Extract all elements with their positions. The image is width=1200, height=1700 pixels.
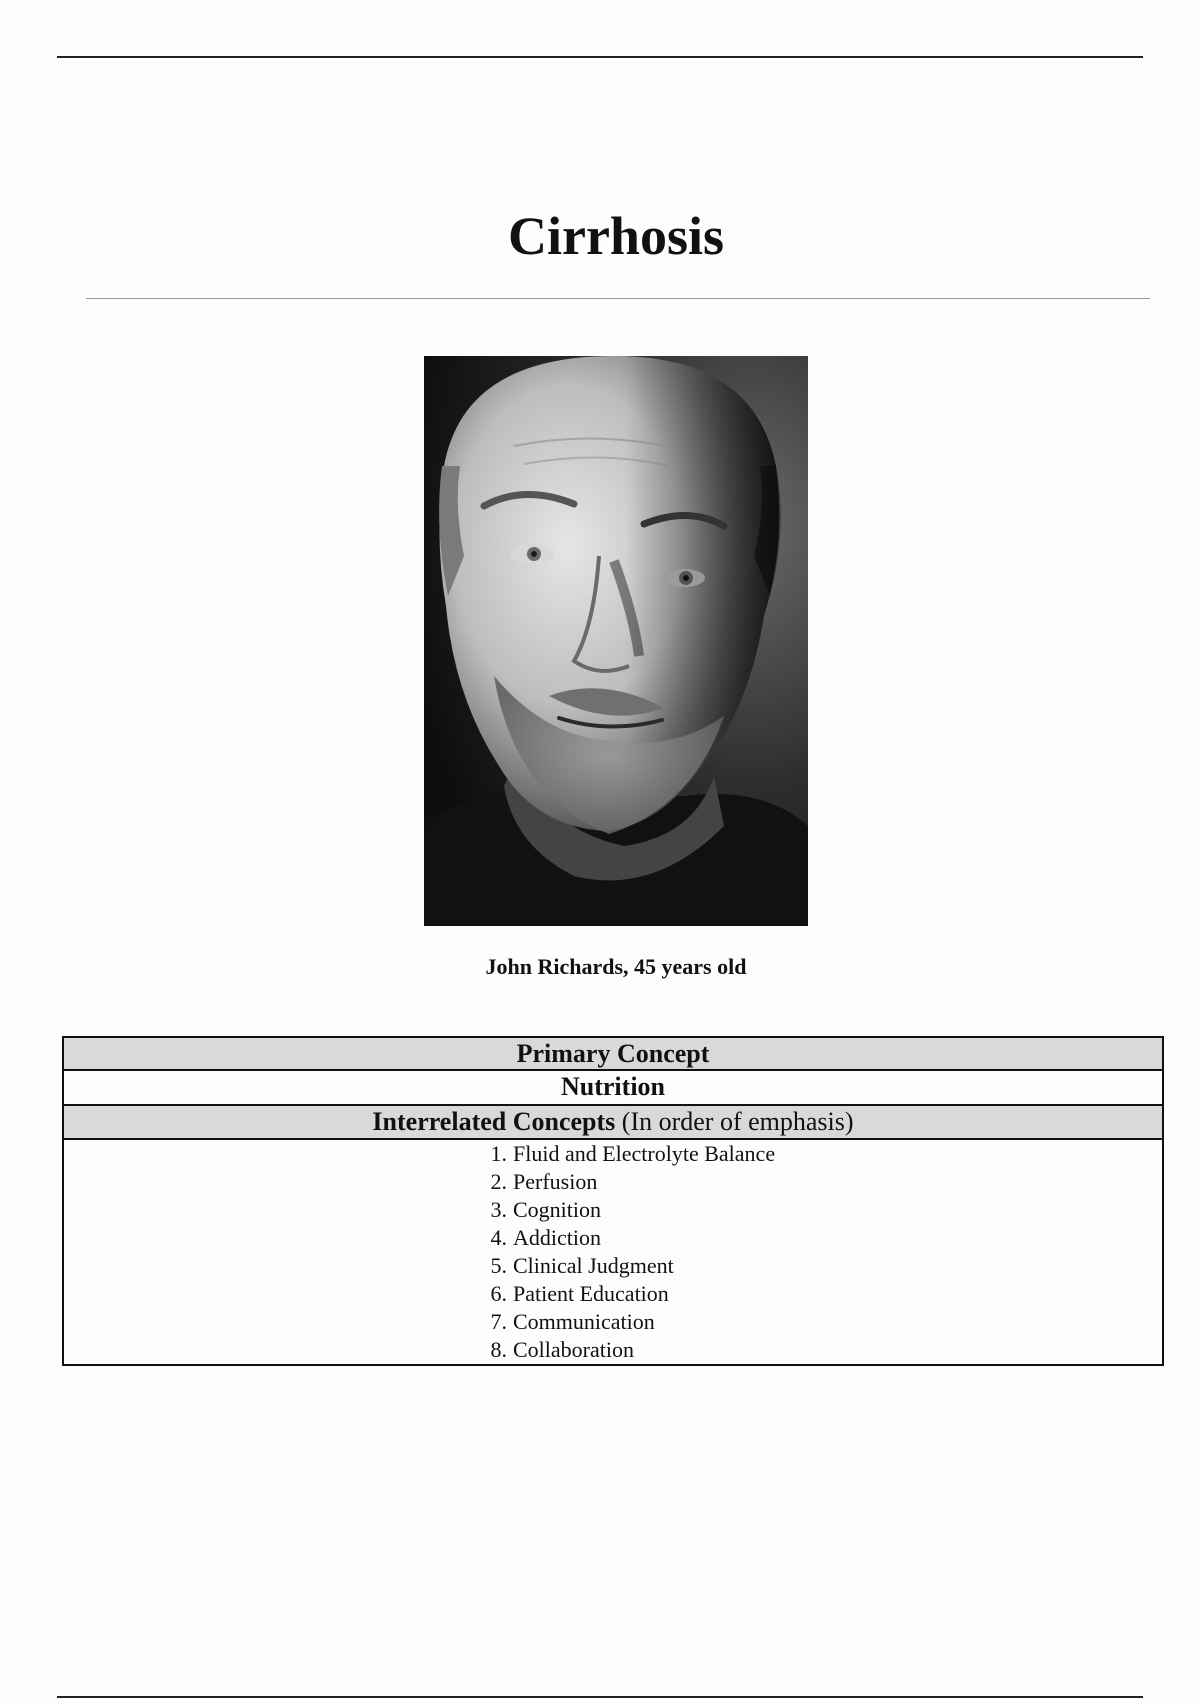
list-item-label: Perfusion (513, 1169, 598, 1194)
list-item-number: 2. (490, 1169, 507, 1194)
list-item-number: 6. (490, 1281, 507, 1306)
list-item-number: 7. (490, 1309, 507, 1334)
list-item-label: Addiction (513, 1225, 601, 1250)
list-item-number: 3. (490, 1197, 507, 1222)
interrelated-concepts-list-cell (64, 1140, 1162, 1364)
list-item-label: Clinical Judgment (513, 1253, 674, 1278)
list-item (479, 1308, 775, 1336)
interrelated-concepts-header (64, 1106, 1162, 1140)
list-item-number: 5. (490, 1253, 507, 1278)
list-item-label: Cognition (513, 1197, 602, 1222)
list-item-label: Fluid and Electrolyte Balance (513, 1141, 776, 1166)
title-divider (86, 298, 1150, 299)
list-item (479, 1224, 775, 1252)
concepts-table (62, 1036, 1164, 1366)
list-item-label: Patient Education (513, 1281, 669, 1306)
header-rule (57, 56, 1143, 58)
list-item-number: 4. (490, 1225, 507, 1250)
patient-portrait (424, 356, 808, 926)
primary-concept-value: Nutrition (64, 1071, 1162, 1106)
footer-rule (57, 1696, 1143, 1698)
interrelated-concepts-title: Interrelated Concepts (372, 1107, 616, 1136)
interrelated-concepts-list (479, 1140, 775, 1364)
interrelated-concepts-note: (In order of emphasis) (621, 1107, 854, 1136)
list-item (479, 1140, 775, 1168)
primary-concept-header: Primary Concept (64, 1038, 1162, 1071)
list-item (479, 1168, 775, 1196)
portrait-photo (424, 356, 808, 926)
list-item (479, 1336, 775, 1364)
list-item-label: Collaboration (513, 1337, 634, 1362)
list-item-number: 1. (490, 1141, 507, 1166)
page-title: Cirrhosis (508, 206, 724, 266)
list-item (479, 1280, 775, 1308)
portrait-caption: John Richards, 45 years old (485, 954, 747, 979)
list-item (479, 1252, 775, 1280)
list-item (479, 1196, 775, 1224)
list-item-number: 8. (490, 1337, 507, 1362)
list-item-label: Communication (513, 1309, 655, 1334)
